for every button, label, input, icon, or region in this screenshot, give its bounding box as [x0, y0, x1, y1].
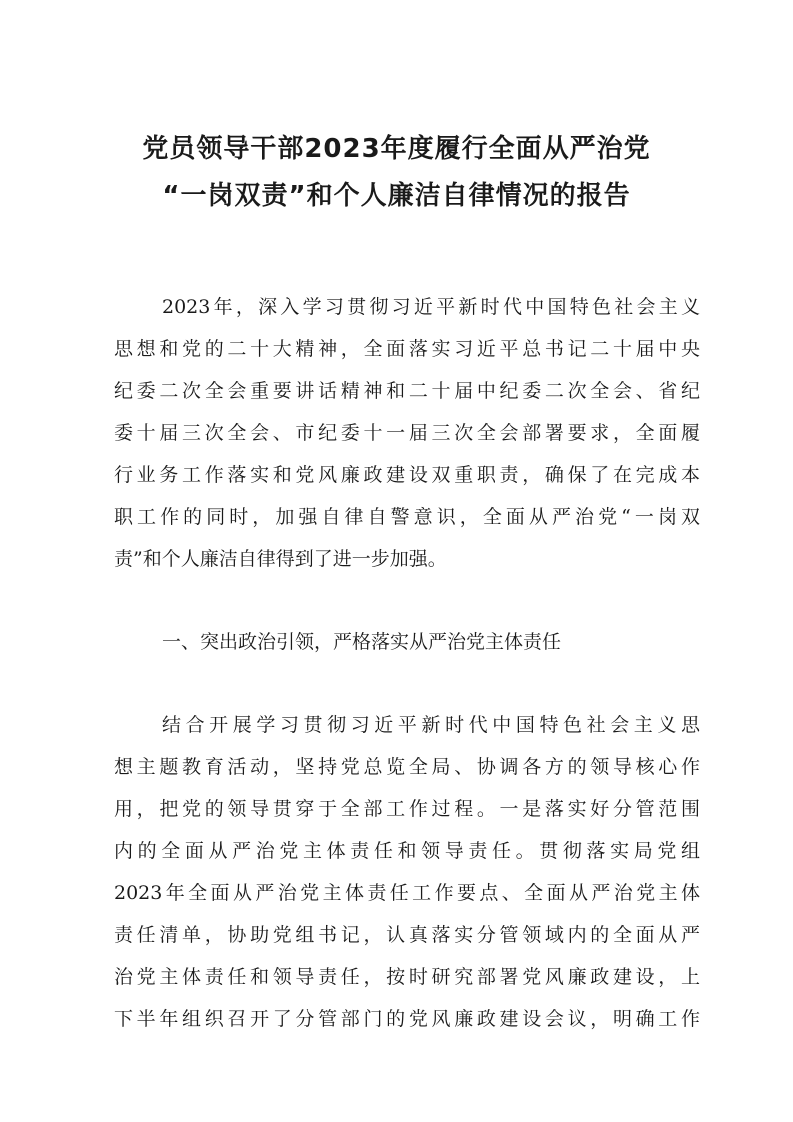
paragraph-line: 纪委二次全会重要讲话精神和二十届中纪委二次全会、省纪 — [114, 380, 700, 402]
paragraph-line: 委十届三次全会、市纪委十一届三次全会部署要求，全面履 — [114, 422, 700, 444]
document-title-line-2: “一岗双责”和个人廉洁自律情况的报告 — [162, 181, 631, 211]
paragraph-line: 2023年，深入学习贯彻习近平新时代中国特色社会主义 — [162, 296, 700, 318]
section-heading: 一、突出政治引领，严格落实从严治党主体责任 — [162, 631, 562, 653]
paragraph-line: 内的全面从严治党主体责任和领导责任。贯彻落实局党组 — [114, 840, 700, 862]
paragraph-line: 用，把党的领导贯穿于全部工作过程。一是落实好分管范围 — [114, 798, 700, 820]
paragraph-line: 治党主体责任和领导责任，按时研究部署党风廉政建设，上 — [114, 966, 700, 988]
document-title-line-1: 党员领导干部2023年度履行全面从严治党 — [142, 134, 651, 164]
paragraph-line: 责任清单，协助党组书记，认真落实分管领域内的全面从严 — [114, 924, 700, 946]
paragraph-line: 职工作的同时，加强自律自警意识，全面从严治党“一岗双 — [114, 506, 700, 528]
paragraph-line: 思想和党的二十大精神，全面落实习近平总书记二十届中央 — [114, 338, 700, 360]
paragraph-line: 想主题教育活动，坚持党总览全局、协调各方的领导核心作 — [114, 756, 700, 778]
paragraph-line: 下半年组织召开了分管部门的党风廉政建设会议，明确工作 — [114, 1008, 700, 1030]
paragraph-line: 行业务工作落实和党风廉政建设双重职责，确保了在完成本 — [114, 464, 700, 486]
paragraph-line: 责”和个人廉洁自律得到了进一步加强。 — [114, 548, 447, 570]
paragraph-line: 2023年全面从严治党主体责任工作要点、全面从严治党主体 — [114, 882, 700, 904]
paragraph-line: 结合开展学习贯彻习近平新时代中国特色社会主义思 — [162, 714, 700, 736]
